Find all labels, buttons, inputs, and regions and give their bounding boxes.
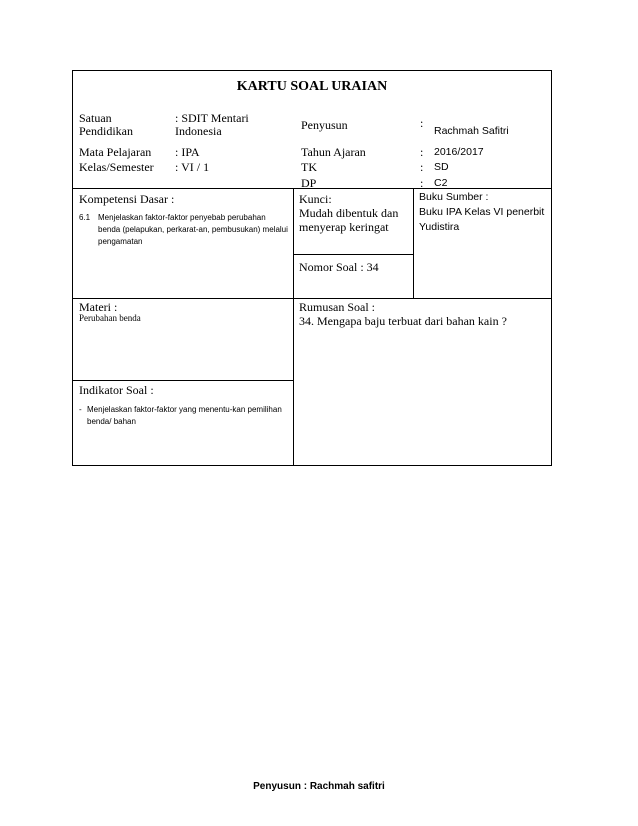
tahun-label: Tahun Ajaran bbox=[301, 145, 366, 159]
mapel-label: Mata Pelajaran bbox=[79, 145, 152, 159]
dp-label: DP bbox=[301, 176, 317, 190]
mapel-value: : IPA bbox=[175, 145, 200, 159]
tahun-colon: : bbox=[420, 145, 424, 159]
tk-colon: : bbox=[420, 160, 424, 174]
satuan-label-line2: Pendidikan bbox=[79, 124, 133, 138]
card-title: KARTU SOAL URAIAN bbox=[236, 79, 388, 94]
rumusan-label: Rumusan Soal : bbox=[299, 300, 376, 314]
tk-label: TK bbox=[301, 160, 317, 174]
kelas-value: : VI / 1 bbox=[175, 160, 210, 174]
question-card bbox=[72, 70, 552, 466]
nomor-soal: Nomor Soal : 34 bbox=[299, 260, 379, 274]
kunci-line1: Mudah dibentuk dan bbox=[299, 206, 399, 220]
dp-colon: : bbox=[420, 176, 424, 190]
satuan-value-line1: : SDIT Mentari bbox=[175, 111, 249, 125]
satuan-value-line2: Indonesia bbox=[175, 124, 222, 138]
sumber-label: Buku Sumber : bbox=[419, 191, 489, 203]
divider-header bbox=[73, 188, 551, 189]
divider-materi-indikator bbox=[73, 380, 293, 381]
kelas-label: Kelas/Semester bbox=[79, 160, 154, 174]
divider-kunci-nomor bbox=[293, 254, 413, 255]
penyusun-colon: : bbox=[420, 116, 424, 130]
indikator-text: Menjelaskan faktor-faktor yang menentu-kan pemilihan benda/ bahan bbox=[87, 405, 282, 426]
divider-main-vertical bbox=[293, 188, 294, 465]
penyusun-value: Rachmah Safitri bbox=[434, 125, 509, 137]
divider-kunci-sumber bbox=[413, 188, 414, 298]
sumber-line1: Buku IPA Kelas VI penerbit bbox=[419, 206, 545, 218]
sumber-line2: Yudistira bbox=[419, 221, 460, 233]
dp-value: C2 bbox=[434, 177, 448, 189]
tk-value: SD bbox=[434, 161, 449, 173]
divider-middle bbox=[73, 298, 551, 299]
satuan-label-line1: Satuan bbox=[79, 111, 112, 125]
kd-label: Kompetensi Dasar : bbox=[79, 192, 175, 206]
materi-label: Materi : bbox=[79, 300, 118, 314]
footer-author: Penyusun : Rachmah safitri bbox=[253, 781, 385, 792]
rumusan-value: 34. Mengapa baju terbuat dari bahan kain ? bbox=[299, 314, 507, 328]
indikator-dash: - bbox=[79, 405, 82, 414]
kd-number: 6.1 bbox=[79, 213, 91, 222]
materi-value: Perubahan benda bbox=[79, 313, 141, 323]
tahun-value: 2016/2017 bbox=[434, 146, 484, 158]
kunci-label: Kunci: bbox=[299, 192, 332, 206]
kd-text: Menjelaskan faktor-faktor penyebab perubahan benda (pelapukan, perkarat-an, pembusukan) melalui pengamatan bbox=[98, 213, 288, 246]
indikator-label: Indikator Soal : bbox=[79, 383, 154, 397]
kunci-line2: menyerap keringat bbox=[299, 220, 389, 234]
penyusun-label: Penyusun bbox=[301, 118, 348, 132]
